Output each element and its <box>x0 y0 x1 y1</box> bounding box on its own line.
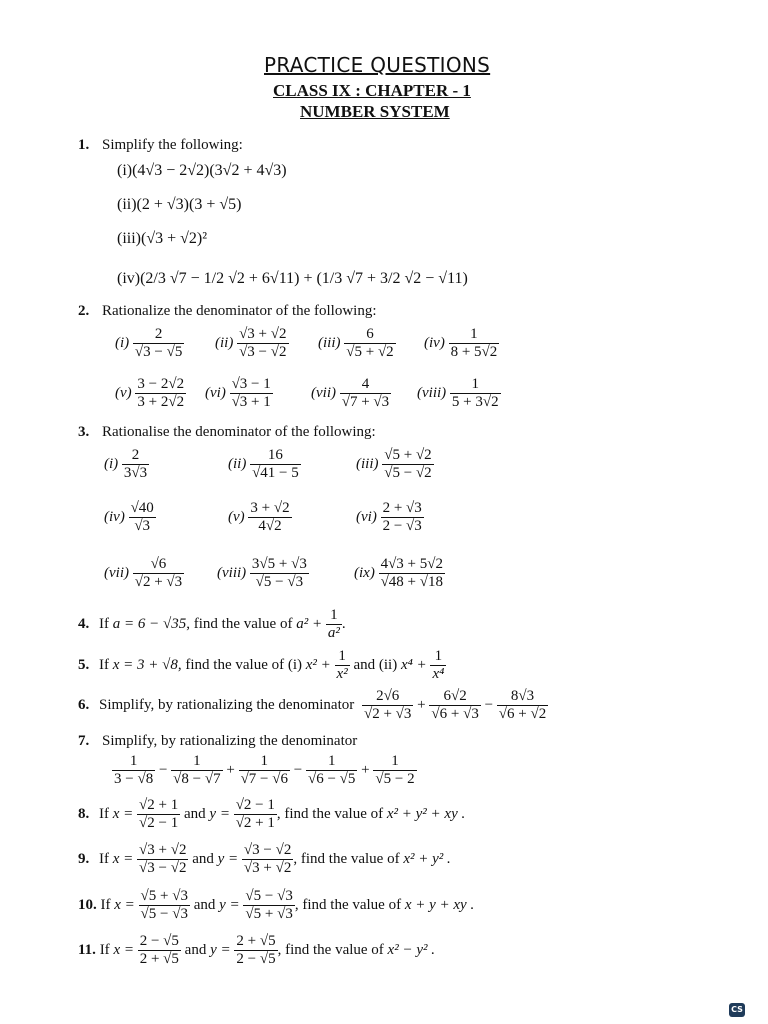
fraction-item: (vi) $\frac{√3 - 1}{√3 + 1}$ <box>205 376 271 410</box>
question-line: 9. If x = $\frac{√3 + √2}{√3 - √2}$ and y = $\frac{√3 - √2}{√3 + √2}$ , find the value of x² + y² . <box>78 842 451 876</box>
fraction-item: (ix) $\frac{4√3 + 5√2}{√48 + √18}$ <box>354 556 444 590</box>
question-line: 8. If x = $\frac{√2 + 1}{√2 - 1}$ and y = $\frac{√2 - 1}{√2 + 1}$ , find the value of x² + y² + xy . <box>78 797 466 831</box>
question-text: Rationalise the denominator of the following: <box>102 424 376 440</box>
math-item: (iii)(√3 + √2)² <box>117 230 208 247</box>
page-title: PRACTICE QUESTIONS <box>264 53 491 77</box>
fraction-item: (viii) $\frac{1}{5 + 3√2}$ <box>417 376 499 410</box>
fraction-item: (vi) $\frac{2 + √3}{2 - √3}$ <box>356 500 422 534</box>
chapter-heading: NUMBER SYSTEM <box>300 102 450 121</box>
fraction-item: (i) $\frac{2}{3√3}$ <box>104 447 148 481</box>
question-text: Rationalize the denominator of the following: <box>102 303 377 319</box>
fraction-item: (vii) $\frac{4}{√7 + √3}$ <box>311 376 390 410</box>
fraction-item: (ii) $\frac{√3 + √2}{√3 - √2}$ <box>215 326 287 360</box>
question-number: 2. <box>78 303 90 319</box>
fraction-item: (iv) $\frac{√40}{√3}$ <box>104 500 154 534</box>
question-text: Simplify the following: <box>102 137 243 153</box>
expression-row: $\frac{1}{3 - √8}$ − $\frac{1}{√8 - √7}$ + $\frac{1}{√7 - √6}$ − $\frac{1}{√6 - √5}$ + $\frac{1}{√5 - 2}$ <box>114 753 415 787</box>
class-heading: CLASS IX : CHAPTER - 1 <box>273 81 471 100</box>
fraction-item: (vii) $\frac{√6}{√2 + √3}$ <box>104 556 183 590</box>
question-line: 5. If x = 3 + √8, find the value of (i) x² + $\frac{1}{\text{x²}}$ and (ii) x⁴ + $\frac{1}{\text{x⁴}}$ <box>78 648 445 682</box>
math-item: (iv)(2/3 √7 − 1/2 √2 + 6√11) + (1/3 √7 + 3/2 √2 − √11) <box>117 270 468 287</box>
question-number: 3. <box>78 424 90 440</box>
question-line: 10. If x = $\frac{√5 + √3}{√5 - √3}$ and y = $\frac{√5 - √3}{√5 + √3}$ , find the value of x + y + xy . <box>78 888 475 922</box>
fraction-item: (v) $\frac{3 - 2√2}{3 + 2√2}$ <box>115 376 185 410</box>
question-line: 6. Simplify, by rationalizing the denominator $\frac{2√6}{√2 + √3}$ + $\frac{6√2}{√6 + √3}$ − $\frac{8√3}{√6 + √2}$ <box>78 688 547 722</box>
fraction-item: (viii) $\frac{3√5 + √3}{√5 - √3}$ <box>217 556 307 590</box>
fraction-item: (v) $\frac{3 + √2}{4√2}$ <box>228 500 290 534</box>
fraction-item: (iv) $\frac{1}{8 + 5√2}$ <box>424 326 498 360</box>
fraction-item: (iii) $\frac{6}{√5 + √2}$ <box>318 326 394 360</box>
question-number: 7. <box>78 733 90 749</box>
camscanner-logo: CS <box>729 1003 745 1017</box>
fraction-item: (ii) $\frac{16}{√41 - 5}$ <box>228 447 299 481</box>
question-text: Simplify, by rationalizing the denominator <box>102 733 358 749</box>
fraction-item: (i) $\frac{2}{√3 - √5}$ <box>115 326 183 360</box>
math-item: (ii)(2 + √3)(3 + √5) <box>117 196 242 213</box>
question-line: 11. If x = $\frac{2 - √5}{2 + √5}$ and y = $\frac{2 + √5}{2 - √5}$ , find the value of x² − y² . <box>78 933 435 967</box>
question-line: 4. If a = 6 − √35, find the value of a² + $\frac{1}{\text{a²}}$ . <box>78 607 346 641</box>
math-item: (i)(4√3 − 2√2)(3√2 + 4√3) <box>117 162 287 179</box>
fraction-item: (iii) $\frac{√5 + √2}{√5 - √2}$ <box>356 447 432 481</box>
question-number: 1. <box>78 137 90 153</box>
